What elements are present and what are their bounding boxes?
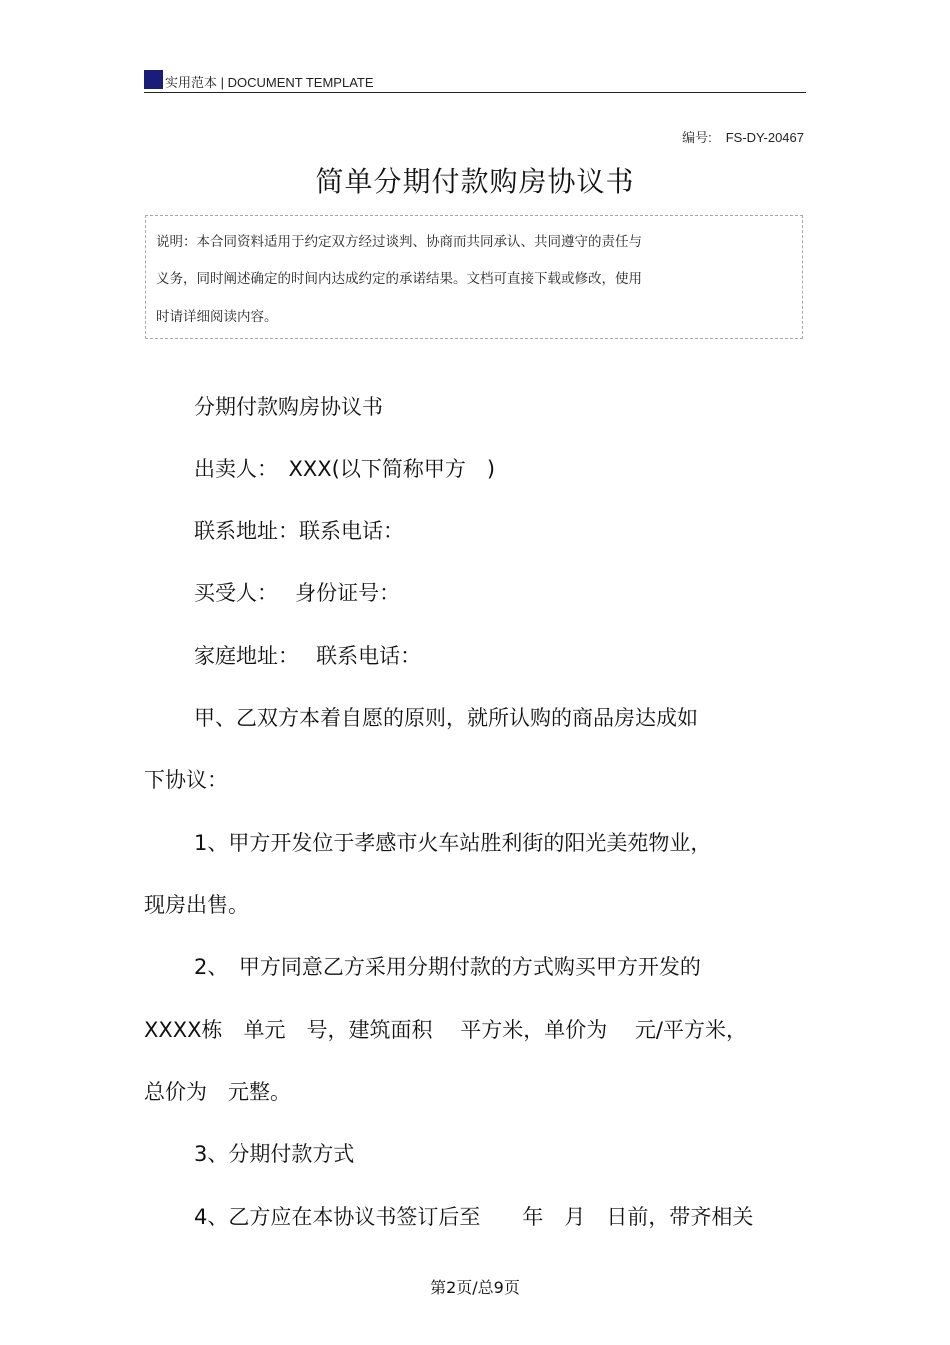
- description-line: 义务，同时阐述确定的时间内达成约定的承诺结果。文档可直接下载或修改，使用: [156, 271, 642, 287]
- body-line: 联系地址：联系电话：: [194, 519, 404, 543]
- header-label: 实用范本 | DOCUMENT TEMPLATE: [165, 75, 374, 90]
- body-line: 总价为 元整。: [144, 1080, 291, 1104]
- body-line: XXXX栋 单元 号，建筑面积 平方米，单价为 元/平方米，: [144, 1018, 747, 1042]
- body-line: 下协议：: [144, 768, 228, 792]
- body-line: 4、乙方应在本协议书签订后至 年 月 日前，带齐相关: [194, 1205, 754, 1229]
- body-line: 分期付款购房协议书: [194, 395, 383, 419]
- document-number: [682, 127, 804, 146]
- document-title: 简单分期付款购房协议书: [315, 165, 635, 198]
- body-line: 1、甲方开发位于孝感市火车站胜利街的阳光美苑物业，: [194, 831, 712, 855]
- description-line: 说明：本合同资料适用于约定双方经过谈判、协商而共同承认、共同遵守的责任与: [156, 234, 642, 250]
- document-number-label: 编号:: [682, 130, 712, 145]
- page-indicator: 第2页/总9页: [430, 1278, 520, 1297]
- body-line: 2、 甲方同意乙方采用分期付款的方式购买甲方开发的: [194, 955, 701, 979]
- description-line: 时请详细阅读内容。: [156, 309, 278, 325]
- body-line: 出卖人： XXX(以下简称甲方 ): [194, 457, 496, 481]
- body-line: 现房出售。: [144, 893, 249, 917]
- body-line: 家庭地址： 联系电话：: [194, 644, 422, 668]
- document-header: [144, 68, 806, 93]
- body-line: 3、分期付款方式: [194, 1142, 355, 1166]
- document-number-value: FS-DY-20467: [725, 130, 804, 145]
- description-box: [145, 215, 803, 339]
- logo-square-icon: [144, 70, 163, 89]
- body-line: 买受人： 身份证号：: [194, 581, 401, 605]
- body-line: 甲、乙双方本着自愿的原则，就所认购的商品房达成如: [194, 706, 698, 730]
